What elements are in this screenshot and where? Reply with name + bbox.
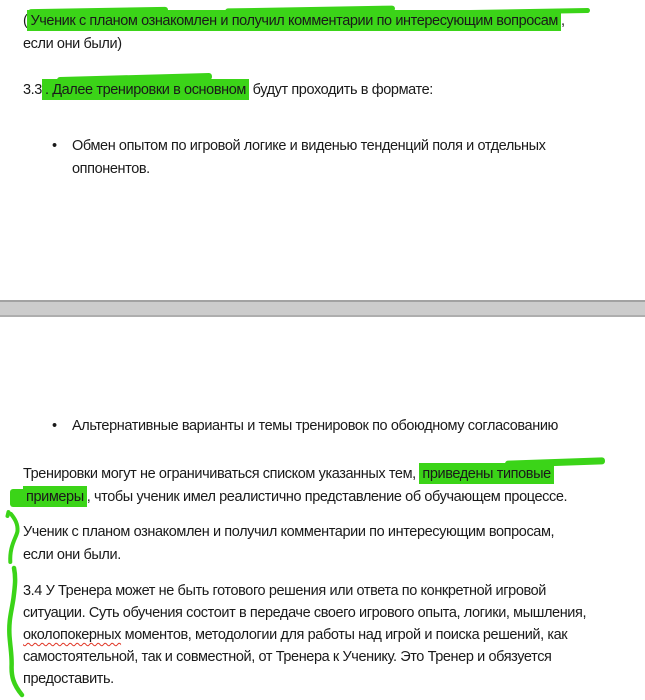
text-run: будут проходить в формате: xyxy=(248,82,433,98)
paragraph-3-3 xyxy=(23,79,433,102)
highlight-run: приведены типовые xyxy=(419,463,553,484)
paragraph-student-ack xyxy=(23,521,554,567)
margin-brace-annotation xyxy=(4,510,24,566)
text-run: оппонентов. xyxy=(72,161,150,177)
page-break-band xyxy=(0,300,645,317)
text-run: Ученик с планом ознакомлен и получил комментарии по интересующим вопросам, xyxy=(23,524,555,540)
text-run: 3.4 У Тренера может не быть готового решения или ответа по конкретной игровой xyxy=(23,583,546,599)
bullet-item-1 xyxy=(52,135,546,181)
paragraph-trainings xyxy=(23,463,567,509)
text-run: если они были. xyxy=(23,547,121,563)
paragraph-3-4 xyxy=(23,580,586,690)
text-run: моментов, методологии для работы над игрой и поиска решений, как xyxy=(121,627,568,643)
text-run: предоставить. xyxy=(23,671,114,687)
highlight-run: Ученик с планом ознакомлен и получил комментарии по интересующим вопросам xyxy=(27,10,561,31)
text-run: если они были) xyxy=(23,36,122,52)
text-run: ( xyxy=(23,13,28,29)
text-run: ситуации. Суть обучения состоит в передаче своего игрового опыта, логики, мышления, xyxy=(23,605,587,621)
paragraph-intro xyxy=(23,10,565,56)
text-run: 3.3 xyxy=(23,82,42,98)
highlight-run: . Далее тренировки в основном xyxy=(42,79,249,100)
bullet-marker: • xyxy=(52,418,57,434)
bullet-item-2 xyxy=(52,415,558,438)
text-run: Альтернативные варианты и темы тренировок по обоюдному согласованию xyxy=(72,418,558,434)
misspelled-word: околопокерных xyxy=(23,627,122,643)
text-run: Тренировки могут не ограничиваться списком указанных тем, xyxy=(23,466,420,482)
text-run: , чтобы ученик имел реалистично представление об обучающем процессе. xyxy=(86,489,568,505)
text-run: , xyxy=(560,13,565,29)
text-run: самостоятельной, так и совместной, от Тренера к Ученику. Это Тренер и обязуется xyxy=(23,649,552,665)
highlight-run: примеры xyxy=(23,486,87,507)
text-run: Обмен опытом по игровой логике и виденью тенденций поля и отдельных xyxy=(72,138,546,154)
bullet-marker: • xyxy=(52,138,57,154)
